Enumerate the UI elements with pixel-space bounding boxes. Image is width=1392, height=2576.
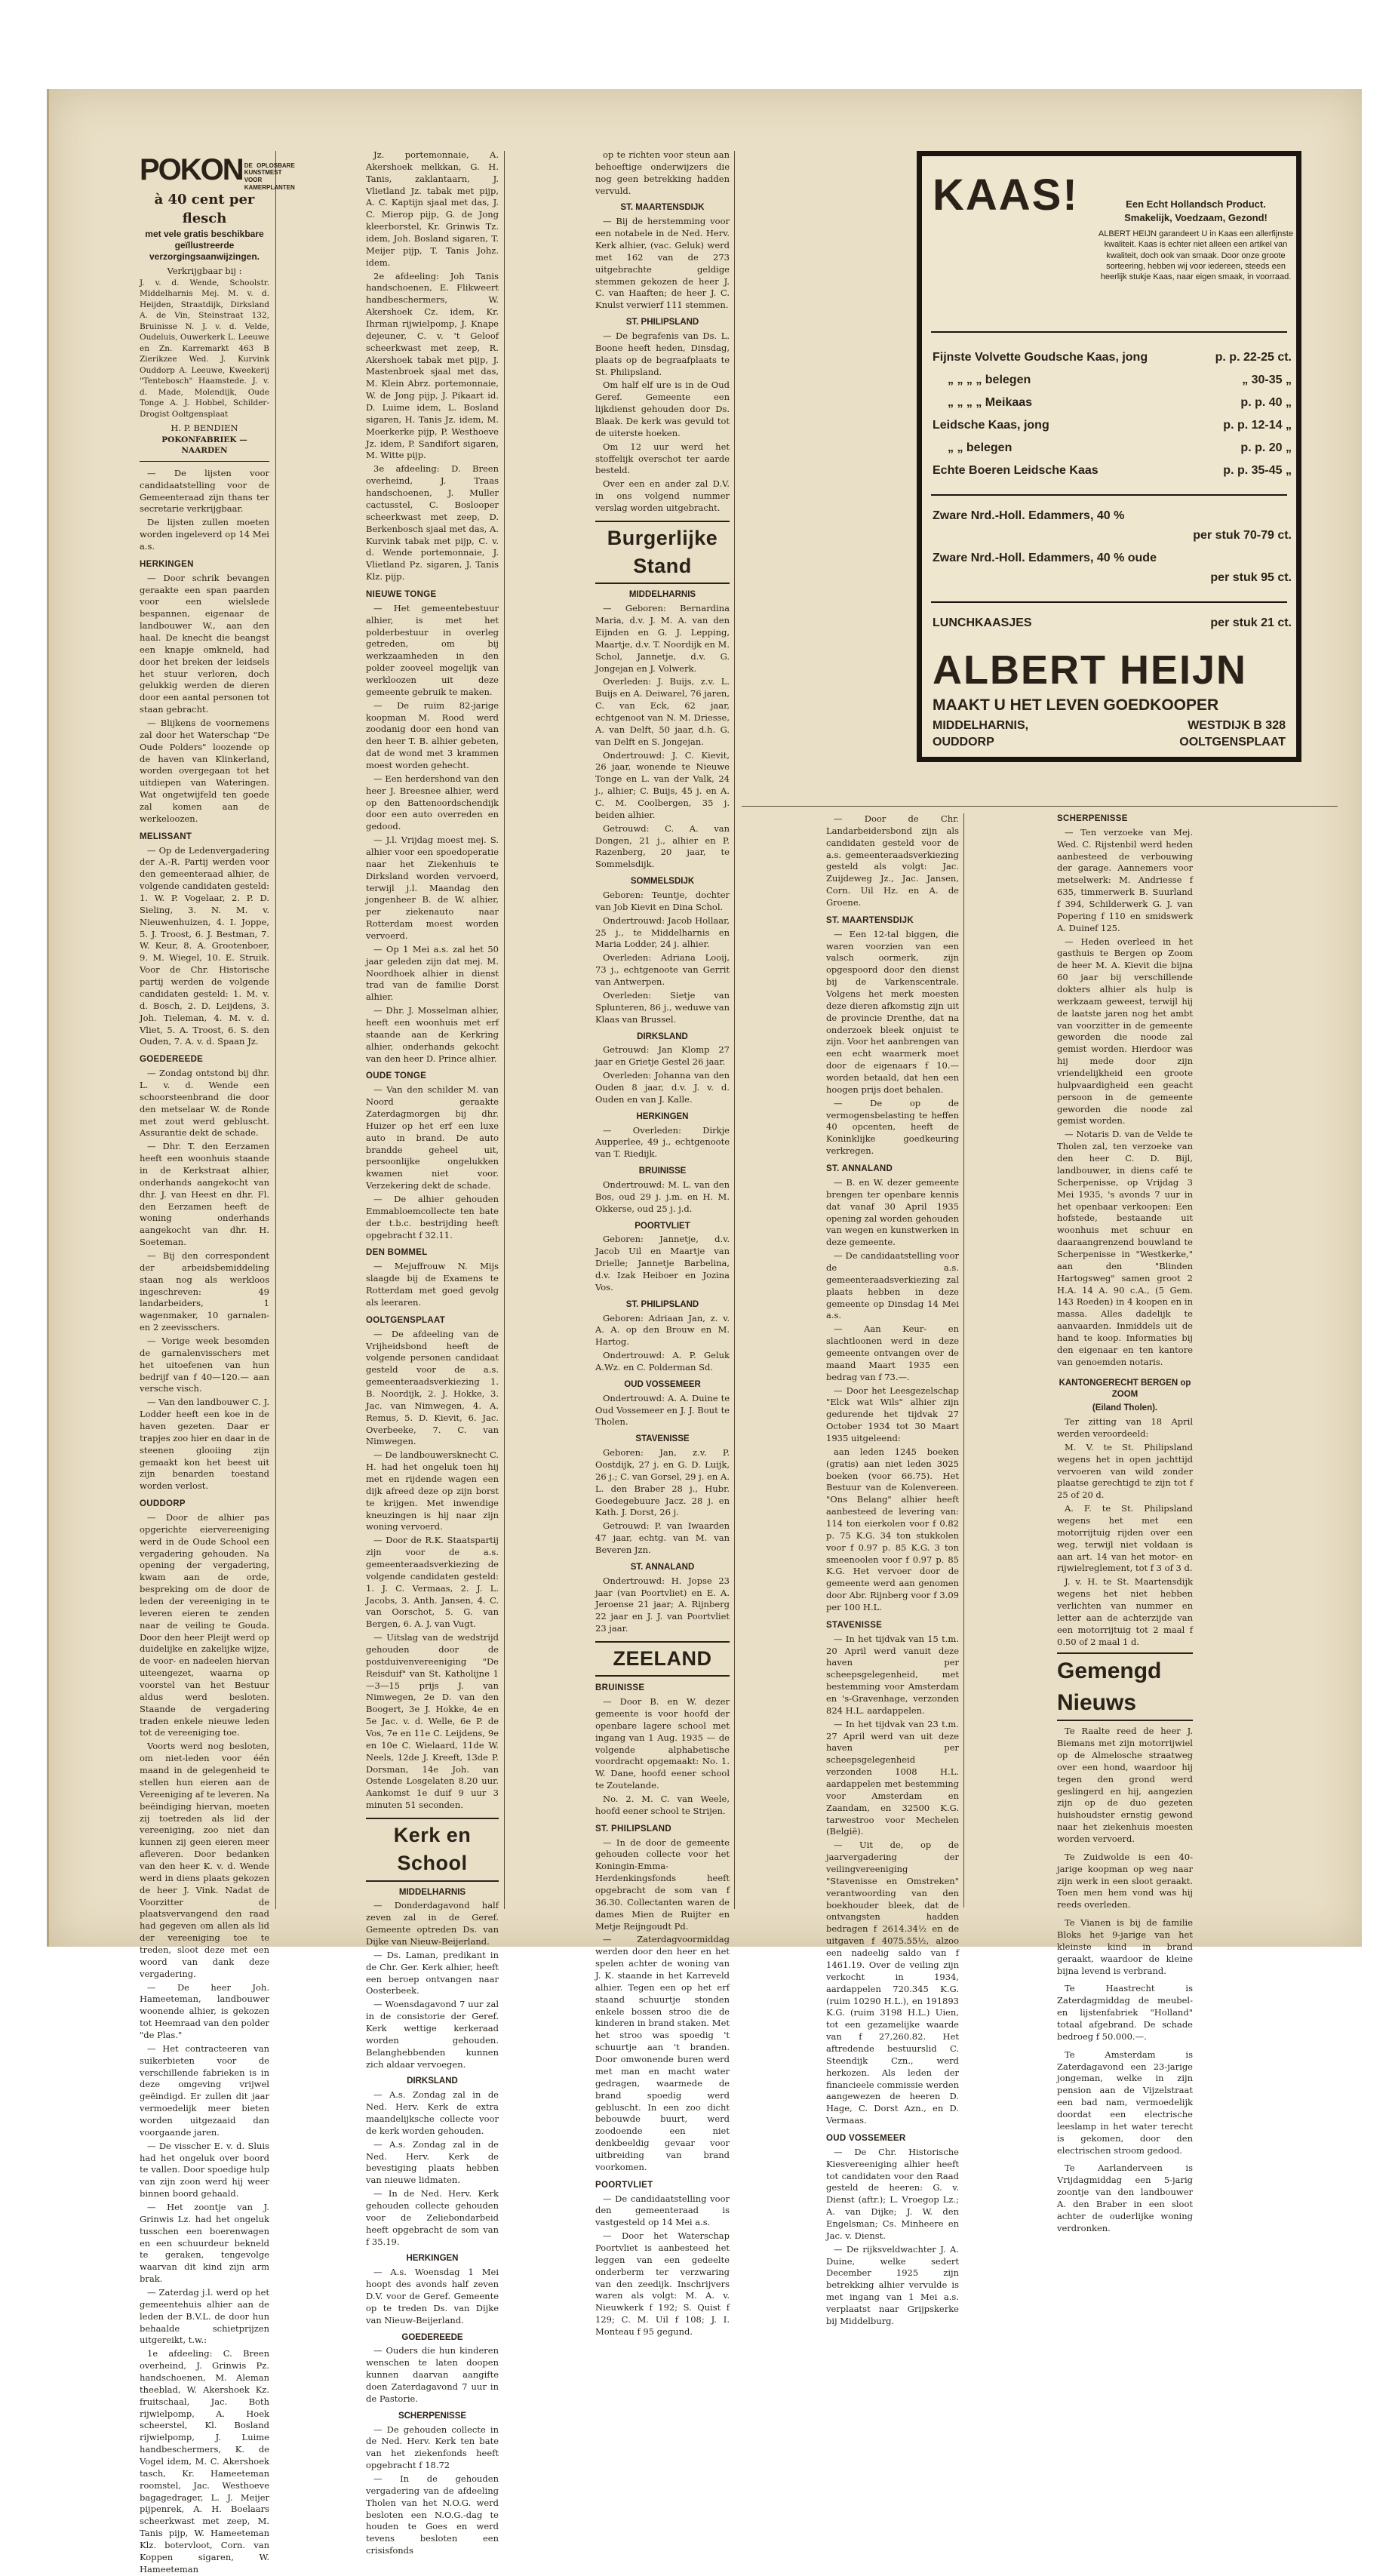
section-heading: MIDDELHARNIS (398, 1887, 466, 1897)
paragraph: — De candidaatstelling voor den gemeenteraad is vastgesteld op 14 Mei a.s. (595, 2193, 730, 2228)
price-line-name: Echte Boeren Leidsche Kaas (933, 464, 1099, 477)
paragraph: — De heer Joh. Hameeteman, landbouwer woonende alhier, is gekozen tot Heemraad van den polder "de Plas." (140, 1981, 269, 2040)
paragraph: — De op de vermogensbelasting te heffen 40 opcenten, heeft de Koninklijke goedkeuring verkregen. (826, 1097, 959, 1157)
paragraph: — De candidaatstelling voor de a.s. gemeenteraadsverkiezing zal plaats hebben in deze gemeente op Dinsdag 14 Mei a.s. (826, 1250, 959, 1321)
paragraph: Getrouwd: Jan Klomp 27 jaar en Grietje Gestel 26 jaar. (595, 1044, 730, 1068)
paragraph: J. v. H. te St. Maartensdijk wegens het niet hebben verlichten van nummer en letter aan de achterzijde van een motorrijtuig tot 2 maal f 0.50 of 2 maal 1 d. (1057, 1576, 1193, 1647)
paragraph: — Zaterdag j.l. werd op het gemeentehuis alhier aan de leden der B.V.L. de door hun behaalde schietprijzen uitgereikt, t.w.: (140, 2287, 269, 2346)
paragraph: Geboren: Jan, z.v. P. Oostdijk, 27 j. en G. D. Luijk, 26 j.; C. van Gorsel, 29 j. en A. L. den Braber 28 j., Hubr. Goedegebuure Jacz. 28 j. en Kath. J. Dorst, 26 j. (595, 1447, 730, 1518)
column-2 (366, 149, 499, 2556)
lunch-line (933, 616, 1292, 630)
albert-heijn-slogan: MAAKT U HET LEVEN GOEDKOOPER (933, 696, 1219, 714)
section-heading: ST. ANNALAND (630, 1562, 695, 1572)
price-line (933, 419, 1292, 432)
section-banner-burgerlijke-stand: Burgerlijke Stand (595, 521, 730, 585)
paragraph: Om half elf ure is in de Oud Geref. Gemeente een lijkdienst gehouden door Ds. Blaak. De kerk was gevuld tot de uiterste hoeken. (595, 380, 730, 438)
divider (931, 494, 1287, 496)
paragraph: — A.s. Zondag zal in de Ned. Herv. Kerk de bevestiging plaats hebben van nieuwe lidmaten. (366, 2138, 499, 2186)
cheese-intro: ALBERT HEIJN garandeert U in Kaas een allerfijnste kwaliteit. Kaas is echter niet alleen een artikel van kwaliteit, doch ook van smaak. Door onze groote sorteering, hebben wij voor iedereen, steeds een heerlijk stukje Kaas, naar eigen smaak, in voorraad. (1098, 229, 1294, 282)
paragraph: — De landbouwersknecht C. H. had het ongeluk toen hij met en rijdende wagen een dijk afreed deze op zijn borst te krijgen. Met inwendige kneuzingen is hij naar zijn woning vervoerd. (366, 1449, 499, 1532)
paragraph: — A.s. Zondag zal in de Ned. Herv. Kerk de extra maandelijksche collecte voor de kerk worden gehouden. (366, 2089, 499, 2136)
paragraph: — Ouders die hun kinderen wenschen te laten doopen kunnen daarvan aangifte doen Zaterdagavond 7 uur in de Pastorie. (366, 2345, 499, 2404)
paragraph: — Een 12-tal biggen, die waren voorzien van een valsch oormerk, zijn opgespoord door den dienst bij de Varkenscentrale. Volgens het merk moesten deze dieren afkomstig zijn uit de provincie Drenthe, dat na onderzoek bleek onjuist te zijn. Voor het aanbrengen van een echt waarmerk moet door de eigenaars f 10.— worden betaald, dat hen een hoogen prijs doet behalen. (826, 928, 959, 1095)
pokon-tag1: DE OPLOSBARE KUNSTMEST (244, 161, 295, 177)
section-heading: HERKINGEN (406, 2254, 459, 2264)
paragraph: — Bij den correspondent der arbeidsbemiddeling staan nog als werkloos ingeschreven: 49 landarbeiders, 1 wagenmaker, 10 garnalen- en 2 zeevisschers. (140, 1250, 269, 1333)
paragraph: — Donderdagavond half zeven zal in de Geref. Gemeente optreden Ds. van Dijke van Nieuw-Beijerland. (366, 1900, 499, 1947)
column-5 (1057, 813, 1193, 2233)
lunch-name: LUNCHKAASJES (933, 616, 1032, 629)
paragraph: — Door de alhier pas opgerichte eiervereeniging werd in de Oude School een vergadering gehouden. Na opening der vergadering, kwam aan de orde, bespreking om de door de leden der vereeniging in te leveren eieren te zenden naar de veiling te Gouda. Door den heer Pleijt werd op duidelijke en zakelijke wijze, de voor- en nadeelen hiervan uiteengezet, waarna op voorstel van het Bestuur aldus werd besloten. Staande de vergadering traden enkele nieuwe leden tot de vereeniging toe. (140, 1512, 269, 1738)
paragraph: — Notaris D. van de Velde te Tholen zal, ten verzoeke van den heer C. D. Bijl, landbouwer, in diens café te Scherpenisse, op Vrijdag 3 Mei 1935, 's avonds 7 uur in het openbaar verkoopen: Een hofstede, bestaande uit woonhuis met schuur en daaraangrenzend bouwland te Scherpenisse in "Westkerke," aan den "Blinden Hartogsweg" samen groot 2 H.A. 14 A. 90 c.A., (5 Gem. 143 Roeden) in 4 koopen en in massa. Alles dadelijk te aanvaarden. Inmiddels uit de hand te koop. Informaties bij den eigenaar en ten kantore van genoemden notaris. (1057, 1129, 1193, 1367)
paragraph: — Door schrik bevangen geraakte een span paarden voor een wielslede bespannen, eigenaar de landbouwer W., aan den haal. De knecht die beangst een knapje omkneld, had door het breken der leidsels het stuur verloren, doch gelukkig werden de dieren door een aantal personen tot staan gebracht. (140, 572, 269, 715)
edam-price-value: per stuk 95 ct. (1210, 571, 1292, 584)
paragraph: — De begrafenis van Ds. L. Boone heeft heden, Dinsdag, plaats op de begraafplaats te St. Philipsland. (595, 330, 730, 377)
albert-heijn-logo: ALBERT HEIJN (933, 647, 1248, 693)
column-rule (963, 813, 964, 1907)
paragraph: Ondertrouwd: M. L. van den Bos, oud 29 j. j.m. en H. M. Okkerse, oud 25 j. j.d. (595, 1179, 730, 1214)
price-line (933, 373, 1292, 387)
paragraph: — De alhier gehouden Emmabloemcollecte ten bate der t.b.c. bestrijding heeft opgebracht f 32.11. (366, 1194, 499, 1240)
paragraph: — Heden overleed in het gasthuis te Bergen op Zoom de heer M. A. Kievit die bijna 60 jaar bij verschillende dokters alhier als hulp is werkzaam geweest, terwijl hij de laatste jaren nog het ambt van voorzitter in de gemeente geworden die noode zal gemist worden. Hierdoor was hij mede door zijn vriendelijkheid een groote hulpvaardigheid een geacht persoon in de gemeente geworden die noode zal gemist worden. (1057, 936, 1193, 1127)
section-heading: ST. PHILIPSLAND (625, 1299, 699, 1309)
divider (931, 331, 1287, 333)
section-heading: DIRKSLAND (637, 1031, 688, 1041)
price-line (933, 351, 1292, 364)
paragraph: — De gehouden collecte in de Ned. Herv. Kerk ten bate van het ziekenfonds heeft opgebracht f 18.72 (366, 2424, 499, 2471)
paragraph: 2e afdeeling: Joh Tanis handschoenen, E. Flikweert handbeschermers, W. Akershoek Cz. idem, Kr. Ihrman rijwielpomp, J. Knape dejeuner, C. v. 't Geloof scheerkwast met zeep, R. Akershoek tabak met pijp, J. Mastenbroek sjaal met das, M. Klein Abrz. portemonnaie, W. de Jong pijp, J. Pikaart id. D. Luime idem, L. Bosland sigaren, H. Tanis Jz. idem, M. Moerkerke pijp, P. Westhoeve Jz. idem, P. Sandifort sigaren, M. Witte pijp. (366, 270, 499, 461)
paragraph: — In de door de gemeente gehouden collecte voor het Koningin-Emma-Herdenkingsfonds heeft opgebracht de som van f 36.30. Collectanten waren de dames Mien de Ruijter en Metje Reijngoudt Pd. (595, 1837, 730, 1932)
paragraph: — De rijksveldwachter J. A. Duine, welke sedert December 1925 zijn betrekking alhier vervulde is met ingang van 1 Mei a.s. verplaatst naar Grijpskerke bij Middelburg. (826, 2243, 959, 2326)
section-subheading: (Eiland Tholen). (1092, 1403, 1158, 1413)
pokon-maker2: POKONFABRIEK — NAARDEN (161, 435, 247, 456)
paragraph: De lijsten zullen moeten worden ingeleverd op 14 Mei a.s. (140, 517, 269, 552)
paragraph: Te Raalte reed de heer J. Biemans met zijn motorrijwiel op de Almelosche straatweg over een hond, waardoor hij tegen den grond werd geslingerd en hij, aangezien zijn op de duo gezeten huishoudster ernstig gewond naar het ziekenhuis moesten worden vervoerd. (1057, 1726, 1193, 1844)
section-banner-zeeland: ZEELAND (595, 1641, 730, 1677)
paragraph: Voorts werd nog besloten, om niet-leden voor één maand in de gelegenheid te stellen hun eieren aan de Vereeniging af te leveren. Na beëindiging hiervan, moeten zij toetreden als lid der vereeniging, zoo niet dan kunnen zij geen eieren meer afleveren. Door bedanken van den heer K. v. d. Wende werd in diens plaats gekozen de heer J. Vink. Nadat de Voorzitter de plaatsvervangend den raad had gegeven om allen als lid der vereeniging toe te treden, sloot deze met een woord van dank deze vergadering. (140, 1741, 269, 1979)
column-rule (734, 151, 735, 1909)
paragraph: — In de Ned. Herv. Kerk gehouden collecte gehouden voor de Zeliebondarbeid heeft opgebracht de som van f 35.19. (366, 2188, 499, 2247)
section-heading: SOMMELSDIJK (630, 877, 695, 887)
paragraph: — A.s. Woensdag 1 Mei hoopt des avonds half zeven D.V. voor de Geref. Gemeente op te treden Ds. van Dijke van Nieuw-Beijerland. (366, 2267, 499, 2325)
paragraph: Ondertrouwd: A. A. Duine te Oud Vossemeer en J. J. Bout te Tholen. (595, 1392, 730, 1428)
section-heading: ST. MAARTENSDIJK (826, 915, 914, 925)
paragraph: — De Chr. Historische Kiesvereeniging alhier heeft tot candidaten voor den Raad gesteld de heeren: G. v. Dienst (aftr.); L. Vroegop Lz.; A. van Dijke; J. W. den Engelsman; Cs. Minheere en Jac. v. Dienst. (826, 2146, 959, 2241)
paragraph: — Het contracteeren van suikerbieten voor de verschillende fabrieken is in deze omgeving vrijwel geëindigd. Er zullen dit jaar vermoedelijk meer bieten worden uitgezaaid dan voorgaande jaren. (140, 2043, 269, 2138)
paragraph: — Dhr. T. den Eerzamen heeft een woonhuis staande in de Kerkstraat alhier, onderhands aangekocht van dhr. J. van Heest en dhr. Fl. den Eerzamen heeft de woning onderhands aangekocht van dhr. H. Soeteman. (140, 1141, 269, 1248)
paragraph: Te Haastrecht is Zaterdagmiddag de meubel- en lijstenfabriek "Holland" totaal afgebrand. De schade bedroeg f 50.000.—. (1057, 1983, 1193, 2042)
edam-line (933, 552, 1292, 565)
price-line (933, 396, 1292, 410)
paragraph: — Uit de, op de jaarvergadering der veilingvereeniging "Stavenisse en Omstreken" verantwoording van den boekhouder bleek, dat de ontvangsten hadden bedragen f 2614.34½ en de uitgaven f 4075.55½, alzoo een nadeelig saldo van f 1461.19. Over de veiling zijn verkocht in 1934, aardappelen 720.345 K.G. (ruim 10290 H.L.), en 191893 K.G. (ruim 3198 H.L.) Uien, tot een gezamelijke waarde van f 27,260.82. Het aftredende bestuurslid C. Steendijk Czn., werd herkozen. Als leden der financieele commissie werden aangewezen de heeren D. Hage, C. Dorst Azn., en D. Vermaas. (826, 1840, 959, 2126)
paragraph: — Van den schilder M. van Noord geraakte Zaterdagmorgen bij dhr. Huizer op het erf een luxe auto in brand. De auto brandde geheel uit, persoonlijke ongelukken kwamen niet voor. Verzekering dekt de schade. (366, 1084, 499, 1191)
column-rule (742, 806, 1338, 807)
paragraph: — Door de Chr. Landarbeidersbond zijn als candidaten gesteld voor de a.s. gemeenteraadsverkiezing gesteld als volgt: Jac. Zuijdeweg Jz., Jac. Jansen, Corn. Uil Hz. en A. de Groene. (826, 813, 959, 908)
paragraph: — Het gemeentebestuur alhier, is met het polderbestuur in overleg getreden, om bij werkzaamheden in den polder zooveel mogelijk van werkloozen uit deze gemeente gebruik te maken. (366, 602, 499, 697)
store-location: OUDDORP (933, 736, 994, 749)
edam-price-value: per stuk 70-79 ct. (1193, 529, 1292, 542)
paragraph: Ondertrouwd: H. Jopse 23 jaar (van Poortvliet) en E. A. Jeroense 21 jaar; A. Rijnberg 22 jaar en J. J. van Poortvliet 23 jaar. (595, 1575, 730, 1634)
price-line (933, 441, 1292, 455)
column-4 (826, 813, 959, 2326)
paragraph: Ondertrouwd: Jacob Hollaar, 25 j., te Middelharnis en Maria Lodder, 24 j. alhier. (595, 915, 730, 950)
section-heading: OUD VOSSEMEER (826, 2133, 906, 2143)
paragraph: — Dhr. J. Mosselman alhier, heeft een woonhuis met erf staande aan de Kerkring alhier, onderhands gekocht van den heer D. Prince alhier. (366, 1005, 499, 1064)
paragraph: Ter zitting van 18 April werden veroordeeld: (1057, 1416, 1193, 1439)
albert-heijn-advert (917, 151, 1301, 762)
cheese-claim2: Smakelijk, Voedzaam, Gezond! (1124, 212, 1268, 223)
paragraph: — Uitslag van de wedstrijd gehouden door de postduivenvereeniging "De Reisduif" van St. Katholijne 1—3—15 prijs J. van Nimwegen, 2e D. van den Boogert, 3e J. Hokke, 4e en 5e Jac. v. d. Welle, 6e P. de Vos, 7e en 11e C. Leijdens, 9e en 10e C. Wielaard, 11de W. Neels, 12de J. Kreeft, 13de P. Dorsman, 14e Joh. van Ostende Losgelaten 8.20 uur. Aankomst 1e duif 9 uur 3 minuten 51 seconden. (366, 1632, 499, 1811)
paragraph: Te Amsterdam is Zaterdagavond een 23-jarige jongeman, welke in zijn pension aan de Vijzelstraat een bad nam, vermoedelijk doordat een electrische leeslamp in het water terecht is gekomen, door den electrischen stroom gedood. (1057, 2049, 1193, 2156)
paragraph: — Zondag ontstond bij dhr. L. v. d. Wende een schoorsteenbrand die door den metselaar W. de Ronde met zout werd gebluscht. Assurantie dekt de schade. (140, 1068, 269, 1139)
paragraph: M. V. te St. Philipsland wegens het in open jachttijd vervoeren van wild zonder plaatse gerechtigd te zijn tot f 25 of 20 d. (1057, 1441, 1193, 1501)
paragraph: — Op de Ledenvergadering der A.-R. Partij werden voor den gemeenteraad alhier, de volgende candidaten gesteld: 1. W. P. Vogelaar, 2. P. D. Sieling, 3. N. M. v. Nieuwenhuizen, 4. I. Joppe, 5. J. Troost, 6. J. Bestman, 7. W. Keur, 8. A. Grootenboer, 9. M. Wiegel, 10. E. Struik. Voor de Chr. Historische partij werden de volgende candidaten gesteld: 1. M. v. d. Bosch, 2. D. Leijdens, 3. Joh. Tieleman, 4. M. v. d. Vliet, 5. A. Troost, 6. S. den Ouden, 7. A. v. d. Spaan Jz. (140, 844, 269, 1047)
lunch-price: per stuk 21 ct. (1210, 616, 1292, 629)
paragraph: — De visscher E. v. d. Sluis had het ongeluk over boord te vallen. Door spoedige hulp van zijn zoon werd hij weer binnen boord gehaald. (140, 2140, 269, 2199)
section-heading: STAVENISSE (826, 1620, 883, 1630)
paragraph: Ondertrouwd: A. P. Geluk A.Wz. en C. Polderman Sd. (595, 1350, 730, 1373)
section-heading: OUDE TONGE (366, 1071, 427, 1081)
section-heading: HERKINGEN (140, 559, 194, 569)
paragraph: — In de gehouden vergadering van de afdeeling Tholen van het N.O.G. werd besloten een N.O.G.-dag te houden te Goes en werd tevens besloten een crisisfonds (366, 2473, 499, 2556)
paragraph: Over een en ander zal D.V. in ons volgend nummer verslag worden uitgebracht. (595, 478, 730, 514)
paragraph: Te Vianen is bij de familie Bloks het 9-jarige van het kleinste kind in brand geraakt, waardoor de kleine bijna levend is verbrand. (1057, 1917, 1193, 1976)
paragraph: No. 2. M. C. van Weele, hoofd eener school te Strijen. (595, 1794, 730, 1816)
paragraph: — De afdeeling van de Vrijheidsbond heeft de volgende personen candidaat gesteld voor de a.s. gemeenteraadsverkiezing 1. B. Noordijk, 2. J. Hokke, 3. Jac. van Nimwegen, 4. A. Remus, 5. D. Kievit, 6. Jac. Overbeeke, 7. C. van Nimwegen. (366, 1328, 499, 1447)
paragraph: — In het tijdvak van 15 t.m. 20 April werd vanuit deze haven per scheepsgelegenheid, met bestemming voor Amsterdam en 's-Gravenhage, verzonden 824 H.L. aardappelen. (826, 1633, 959, 1716)
section-heading: KANTONGERECHT BERGEN op ZOOM (1059, 1378, 1191, 1400)
edam-name: Zware Nrd.-Holl. Edammers, 40 % oude (933, 552, 1157, 564)
section-banner-kerk-en-school: Kerk en School (366, 1818, 499, 1882)
store-location: WESTDIJK B 328 (1188, 719, 1286, 732)
section-heading: ST. PHILIPSLAND (595, 1824, 671, 1834)
paragraph: — De lijsten voor candidaatstelling voor de Gemeenteraad zijn thans ter secretarie verkrijgbaar. (140, 467, 269, 515)
section-heading: POORTVLIET (595, 2180, 653, 2190)
paragraph: op te richten voor steun aan behoeftige onderwijzers die nog geen betrekking hadden vervuld. (595, 149, 730, 196)
paragraph: — Aan Keur- en slachtloonen werd in deze gemeente ontvangen over de maand Maart 1935 een bedrag van f 73.—. (826, 1323, 959, 1382)
store-location: MIDDELHARNIS, (933, 719, 1029, 732)
pokon-logo: POKON (140, 153, 243, 186)
paragraph: Geboren: Adriaan Jan, z. v. A. A. op den Brouw en M. Hartog. (595, 1312, 730, 1348)
section-heading: ST. MAARTENSDIJK (620, 203, 705, 213)
cheese-claim1: Een Echt Hollandsch Product. (1126, 198, 1266, 210)
price-line-price: p. p. 40 „ (1240, 396, 1292, 409)
section-heading: OUD VOSSEMEER (624, 1379, 701, 1389)
newspaper-page (47, 89, 1362, 2574)
paragraph: Overleden: J. Buijs, z.v. L. Buijs en A. Deiwarel, 76 jaren, C. van Eck, 62 jaar, echtgenoot van N. M. Driesse, A. van Delft, 50 jaar, d.h. G. van Delft en S. Jongejan. (595, 676, 730, 747)
section-heading: NIEUWE TONGE (366, 589, 437, 599)
paragraph: A. F. te St. Philipsland wegens het met een motorrijtuig rijden over een weg, terwijl niet voldaan is aan art. 14 van het motor- en rijwielreglement, tot f 3 of 3 d. (1057, 1503, 1193, 1574)
price-line-name: Fijnste Volvette Goudsche Kaas, jong (933, 351, 1148, 364)
section-heading: DEN BOMMEL (366, 1248, 428, 1258)
pokon-advert (140, 149, 295, 462)
section-heading: OUDDORP (140, 1499, 186, 1509)
paragraph: — Bij de herstemming voor een notabele in de Ned. Herv. Kerk alhier, (vac. Geluk) werd met 162 van de 273 uitgebrachte geldige stemmen gekozen de heer J. C. van Haaften; de heer J. C. Knulst verwierf 111 stemmen. (595, 216, 730, 311)
section-heading: ST. PHILIPSLAND (625, 318, 699, 327)
paragraph: — Woensdagavond 7 uur zal in de consistorie der Geref. Kerk wettige kerkeraad worden gehouden. Belanghebbenden kunnen zich aldaar vervoegen. (366, 1999, 499, 2070)
paragraph: — Geboren: Bernardina Maria, d.v. J. M. A. van den Eijnden en G. J. Lepping, Maartje, d.v. T. Noordijk en M. Schol, Jannetje, d.v. G. Jongejan en J. Volwerk. (595, 603, 730, 674)
paragraph: — Van den landbouwer C. J. Lodder heeft een koe in de haven gezeten. Daar er trapjes zoo hier en daar in de steenen glooiing zijn gemaakt kon het beest uit zijn benarden toestand worden verlost. (140, 1397, 269, 1492)
section-heading: OOLTGENSPLAAT (366, 1315, 446, 1325)
paragraph: — Door de R.K. Staatspartij zijn voor de a.s. gemeenteraadsverkiezing de volgende candidaten gesteld: 1. J. C. Vermaas, 2. J. L. Jacobs, 3. Anth. Jansen, 4. C. van Oorschot, 5. G. van Bergen, 6. A. J. van Vugt. (366, 1535, 499, 1630)
price-line-name: „ „ „ „ belegen (948, 373, 1031, 386)
pokon-tag2: VOOR KAMERPLANTEN (244, 177, 295, 191)
store-location: OOLTGENSPLAAT (1179, 736, 1286, 749)
paragraph: 3e afdeeling: D. Breen overheind, J. Traas handschoenen, J. Muller cactusstel, C. Boslooper scheerkwast met zeep, D. Berkenbosch sjaal met das, A. Kurvink tabak met pijp, C. v. d. Wende portemonnaie, J. Vlietland Pz. sigaren, J. Tanis Klz. pijp. (366, 463, 499, 583)
price-line-price: p. p. 12-14 „ (1223, 419, 1292, 432)
paragraph: Getrouwd: P. van Iwaarden 47 jaar, echtg. van M. van Beveren Jzn. (595, 1520, 730, 1556)
section-heading: BRUINISSE (595, 1683, 645, 1693)
pokon-price: à 40 cent per flesch (154, 192, 255, 227)
paragraph: Geboren: Teuntje, dochter van Job Kievit en Dina Schol. (595, 890, 730, 912)
paragraph: Jz. portemonnaie, A. Akershoek melkkan, G. H. Tanis, zaklantaarn, J. Vlietland Jz. tabak met pijp, A. C. Kaptijn sjaal met das, J. C. Mierop pijp, G. de Jong kleerborstel, Kr. Grinwis Tz. idem, Joh. Bosland sigaren, T. Meijer pijp, T. Tanis Johz. idem. (366, 149, 499, 268)
paragraph: — Door het Leesgezelschap "Elck wat Wils" alhier zijn gedurende het tijdvak 27 October 1934 tot 30 Maart 1935 uitgeleend: (826, 1385, 959, 1443)
edam-name: Zware Nrd.-Holl. Edammers, 40 % (933, 509, 1125, 522)
section-heading: GOEDEREEDE (140, 1055, 204, 1065)
section-heading: STAVENISSE (635, 1434, 690, 1444)
pokon-maker: H. P. BENDIEN (171, 423, 238, 433)
column-3 (595, 149, 730, 2337)
paragraph: — Overleden: Dirkje Aupperlee, 49 j., echtgenoote van T. Riedijk. (595, 1124, 730, 1160)
price-line (933, 464, 1292, 478)
price-line-price: „ 30-35 „ (1242, 373, 1292, 386)
section-heading: ST. ANNALAND (826, 1164, 893, 1174)
pokon-dealers: J. v. d. Wende, Schoolstr. Middelharnis Mej. M. v. d. Heijden, Straatdijk, Dirksland A. de Vin, Steinstraat 132, Bruinisse N. J. v. d. Velde, Oudeluis, Ouwerkerk L. Leeuwe en Zn. Karremarkt 463 B Zierikzee Wed. J. Kurvink Ouddorp A. Leeuwe, Kweekerij "Tentebosch" Haamstede. J. v. d. Made, Molendijk, Oude Tonge A. J. Hobbel, Schilder-Drogist Ooltgensplaat (140, 278, 269, 419)
column-1 (140, 149, 295, 2574)
paragraph: — Ten verzoeke van Mej. Wed. C. Rijstenbil werd heden aanbesteed de verbouwing der garage. Aannemers voor metselwerk: M. Andriesse f 635, timmerwerk B. Suurland f 394, Schilderwerk G. J. van Popering f 110 en smidswerk A. Duinef 125. (1057, 826, 1193, 933)
paragraph: — De ruim 82-jarige koopman M. Rood werd zoodanig door een hond van den heer T. B. alhier gebeten, dat de wond met 3 krammen moest worden gehecht. (366, 699, 499, 770)
paragraph: — Het zoontje van J. Grinwis Lz. had het ongeluk tusschen een boerenwagen en een schuurdeur bekneld te geraken, tengevolge waarvan dit kind zijn arm brak. (140, 2202, 269, 2285)
paragraph: 1e afdeeling: C. Breen overheind, J. Grinwis Pz. handschoenen, M. Aleman theeblad, W. Akershoek Kz. fruitschaal, Jac. Both rijwielpomp, A. Hoek scheerstel, Kl. Bosland rijwielpomp, J. Luime handbeschermers, K. de Vogel idem, M. C. Akershoek tasch, Kr. Hameeteman roomstel, Jac. Westhoeve bagagedrager, L. J. Meijer pijpenrek, A. H. Boelaars scheerkwast met zeep, M. Tanis pijp, W. Hameeteman Klz. botervloot, Corn. van Koppen sigaren, W. Hameeteman (140, 2348, 269, 2574)
section-heading: DIRKSLAND (407, 2076, 458, 2086)
paragraph: — B. en W. dezer gemeente brengen ter openbare kennis dat vanaf 30 April 1935 opening zal worden gehouden van wegen en kunstwerken in deze gemeente. (826, 1176, 959, 1248)
column-rule (275, 151, 276, 1909)
price-line-price: p. p. 20 „ (1240, 441, 1292, 454)
section-heading: GOEDEREEDE (401, 2332, 463, 2342)
paragraph: — J.l. Vrijdag moest mej. S. alhier voor een spoedoperatie naar het Ziekenhuis te Dirksland worden vervoerd, terwijl j.l. Maandag den jongenheer B. de W. alhier, per ziekenauto naar Rotterdam moest worden vervoerd. (366, 835, 499, 941)
paragraph: — Door het Waterschap Poortvliet is aanbesteed het leggen van een gedeelte onderberm ter verzwaring van den zeedijk. Inschrijvers waren als volgt: M. A. v. Nieuwkerk f 192; S. Quist f 129; C. M. Uil f 108; J. I. Monteau f 95 gegund. (595, 2230, 730, 2337)
paragraph: Overleden: Johanna van den Ouden 8 jaar, d.v. J. v. d. Ouden en van J. Kalle. (595, 1070, 730, 1105)
paragraph: Te Aarlanderveen is Vrijdagmiddag een 5-jarig zoontje van den landbouwer A. den Braber in een sloot achter de ouderlijke woning verdronken. (1057, 2163, 1193, 2233)
paragraph: — Blijkens de voornemens zal door het Waterschap "De Oude Polders" loozende op de haven van Klinkerland, worden overgegaan tot het uitdiepen van Wateringen. Wat ongetwijfeld ten goede zal komen aan de werkeloozen. (140, 718, 269, 824)
column-rule (504, 151, 505, 1909)
paragraph: Overleden: Sietje van Splunteren, 86 j., weduwe van Klaas van Brussel. (595, 989, 730, 1025)
section-heading: BRUINISSE (638, 1167, 687, 1176)
section-heading: SCHERPENISSE (398, 2411, 467, 2421)
paragraph: — Vorige week besomden de garnalenvisschers met het uitoefenen van hun bedrijf van f 40—120.— aan versche visch. (140, 1335, 269, 1394)
section-heading: SCHERPENISSE (1057, 814, 1128, 823)
pokon-verkrijgbaar: Verkrijgbaar bij : (167, 265, 242, 276)
pokon-sub: met vele gratis beschikbare geïllustreerde verzorgingsaanwijzingen. (145, 228, 264, 262)
price-line-price: p. p. 22-25 ct. (1215, 351, 1292, 364)
price-line-price: p. p. 35-45 „ (1223, 464, 1292, 477)
paragraph: — Mejuffrouw N. Mijs slaagde bij de Examens te Rotterdam met goed gevolg als leeraren. (366, 1261, 499, 1308)
section-banner-gemengd-nieuws: Gemengd Nieuws (1057, 1652, 1193, 1721)
price-line-name: „ „ belegen (948, 441, 1013, 454)
paragraph: — Ds. Laman, predikant in de Chr. Ger. Kerk alhier, heeft een beroep ontvangen naar Oosterbeek. (366, 1949, 499, 1997)
paragraph: Te Zuidwolde is een 40-jarige koopman op weg naar zijn werk in een sloot geraakt. Toen men hem vond was hij reeds overleden. (1057, 1851, 1193, 1910)
price-line-name: Leidsche Kaas, jong (933, 419, 1049, 432)
paragraph: Geboren: Jannetje, d.v. Jacob Uil en Maartje van Drielle; Jannetje Barbelina, d.v. Izak Heiboer en Jozina Vos. (595, 1234, 730, 1293)
paragraph: Getrouwd: C. A. van Dongen, 21 j., alhier en P. Razenberg, 20 jaar, te Sommelsdijk. (595, 822, 730, 870)
paragraph: Overleden: Adriana Looij, 73 j., echtgenoote van Gerrit van Antwerpen. (595, 952, 730, 988)
paragraph: — Op 1 Mei a.s. zal het 50 jaar geleden zijn dat mej. M. Noordhoek alhier in dienst trad van de familie Dorst alhier. (366, 943, 499, 1003)
section-heading: HERKINGEN (636, 1111, 689, 1121)
divider (931, 601, 1287, 603)
price-line-name: „ „ „ „ Meikaas (948, 396, 1033, 409)
paragraph: — Door B. en W. dezer gemeente is voor hoofd der openbare lagere school met ingang van 1 Aug. 1935 — de volgende alphabetische voordracht opgemaakt: No. 1. W. Dane, hoofd eener school te Zoutelande. (595, 1696, 730, 1791)
edam-line (933, 509, 1292, 523)
paragraph: — Een herdershond van den heer J. Breesnee alhier, werd op den Battenoordschendijk door een auto overreden en gedood. (366, 773, 499, 832)
paragraph: Om 12 uur werd het stoffelijk overschot ter aarde besteld. (595, 441, 730, 476)
paragraph: — In het tijdvak van 23 t.m. 27 April werd van uit deze haven per scheepsgelegenheid verzonden 1008 H.L. aardappelen met bestemming voor Amsterdam en Zaandam, en 32500 K.G. tarwestroo voor Mechelen (België). (826, 1718, 959, 1837)
paragraph: aan leden 1245 boeken (gratis) aan niet leden 3025 boeken (voor 66.75). Het Bestuur van de Kolenvereen. "Ons Belang" alhier heeft aanbesteed de levering van: 114 ton eierkolen voor f 0.82 p. 75 K.G. 34 ton stukkolen voor f 0.97 p. 85 K.G. 3 ton smeenoolen voor f 0.97 p. 85 K.G. Het vervoer door de gemeente werd aan genomen door Abr. Rijnberg voor f 3.09 per 100 H.L. (826, 1446, 959, 1612)
paragraph: — Zaterdagvoormiddag werden door den heer en het spelen achter de woning van J. K. staande in het Karreveld alhier. Tegen een op het erf staand schuurtje stonden enkele bossen stroo die de kinderen in brand staken. Met het stroo was spoedig 't schuurtje aan 't branden. Door omwonende buren werd met man en macht water gedragen, waarmede de brand spoedig werd gebluscht. In een zoo dicht bebouwde buurt, werd zoodoende een niet denkbeeldig gevaar voor uitbreiding van brand voorkomen. (595, 1934, 730, 2172)
paragraph: Ondertrouwd: J. C. Kievit, 26 jaar, wonende te Nieuwe Tonge en L. van der Valk, 24 j., alhier; C. Buijs, 45 j. en A. C. M. Coolbergen, 35 j. beiden alhier. (595, 749, 730, 820)
section-heading: MIDDELHARNIS (628, 590, 696, 600)
section-heading: POORTVLIET (635, 1221, 690, 1231)
cheese-title: KAAS! (933, 171, 1079, 220)
section-heading: MELISSANT (140, 832, 192, 841)
